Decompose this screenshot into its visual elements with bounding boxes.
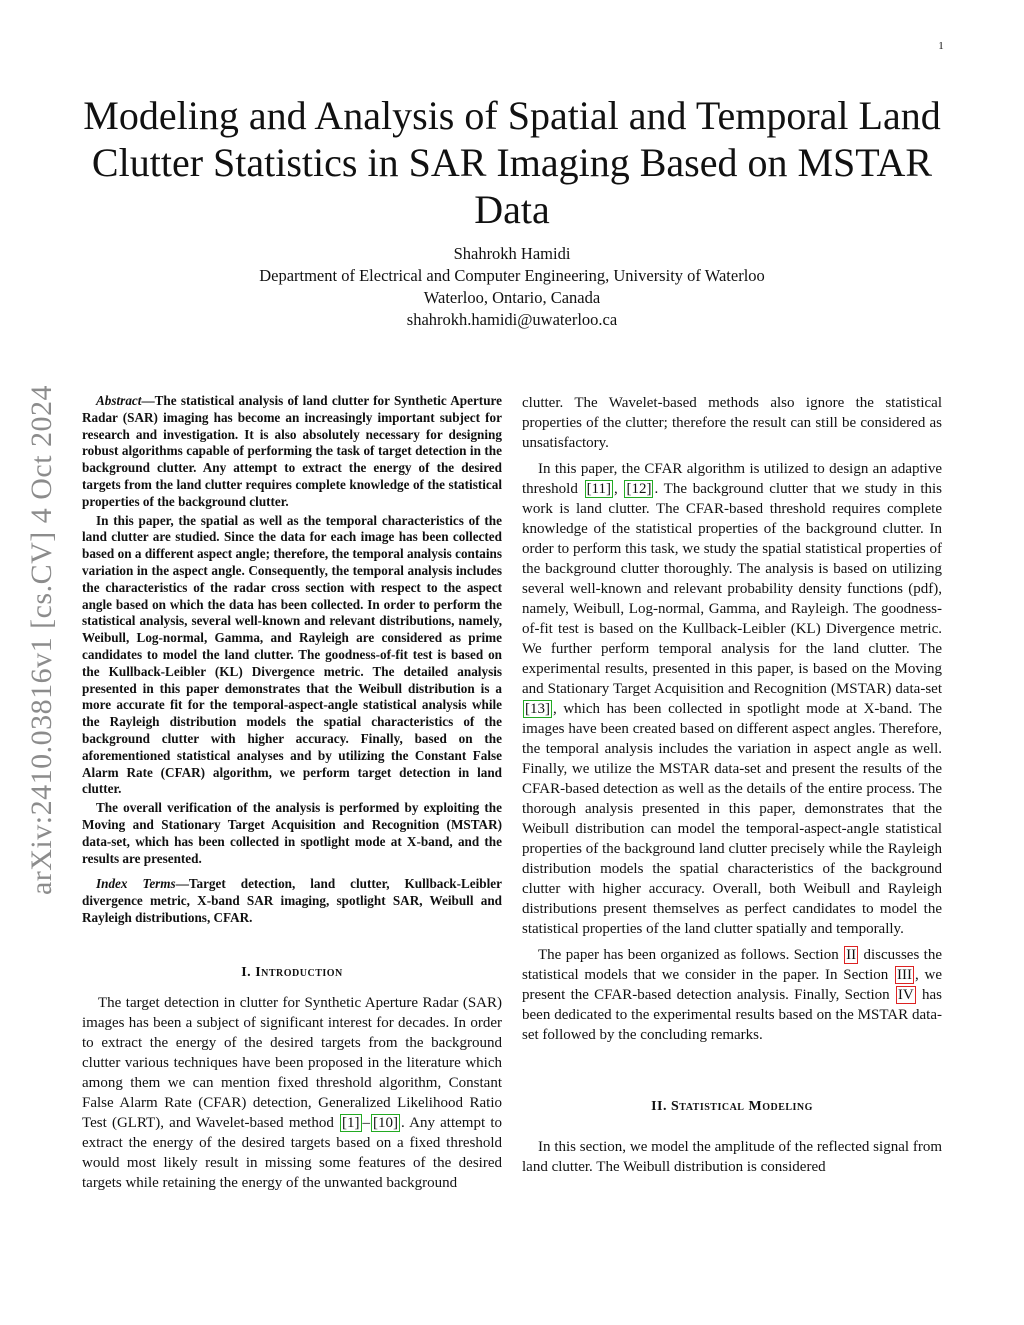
text-run: The paper has been organized as follows. Section	[538, 947, 844, 963]
text-run: The target detection in clutter for Synthetic Aperture Radar (SAR) images has been a subject of significant interest for decades. In order to extract the energy of the desired targets from the background clutter various techniques have been proposed in the literature which among them we can mention fixed threshold algorithm, Constant False Alarm Rate (CFAR) detection, Generalized Likelihood Ratio Test (GLRT), and Wavelet-based method	[82, 994, 502, 1131]
abstract-paragraph-2: In this paper, the spatial as well as the temporal characteristics of the land clutter are studied. Since the data for each image has been collected based on a different aspect angle; therefore, the temporal analysis contains variation in the aspect angle. Consequently, the temporal analysis includes the characteristics of the radar cross section with respect to the aspect angle based on which the data has been collected. In order to perform the statistical analysis, several well-known and relevant distributions, namely, Weibull, Log-normal, Gamma, and Rayleigh are considered as prime candidates to model the land clutter. The goodness-of-fit test is based on the Kullback-Leibler (KL) Divergence metric. The detailed analysis presented in this paper demonstrates that the Weibull distribution is a more accurate fit for the temporal-aspect-angle statistical analysis while the Rayleigh distribution models the spatial characteristics of the background clutter with higher accuracy. Finally, based on the aforementioned statistical analyses and by utilizing the Constant False Alarm Rate (CFAR) algorithm, we perform target detection in land clutter.	[82, 512, 502, 797]
abstract-paragraph-3: The overall verification of the analysis is performed by exploiting the Moving and Stationary Target Acquisition and Recognition (MSTAR) data-set, which has been collected in spotlight mode at X-band, and the results are presented.	[82, 800, 502, 866]
left-column	[82, 393, 502, 1199]
text-run: has been dedicated to the experimental results based on the MSTAR data-set followed by the concluding remarks.	[522, 987, 942, 1043]
stat-paragraph-1: In this section, we model the amplitude of the reflected signal from land clutter. The Weibull distribution is considered	[522, 1139, 942, 1175]
arxiv-stamp: arXiv:2410.03816v1 [cs.CV] 4 Oct 2024	[25, 384, 58, 896]
intro-body-left	[82, 993, 502, 1193]
section-title: Statistical Modeling	[670, 1099, 813, 1114]
author-name: Shahrokh Hamidi	[453, 244, 571, 263]
author-location: Waterloo, Ontario, Canada	[423, 288, 601, 307]
text-run: discusses the statistical models that we consider in the paper. In Section	[522, 947, 942, 983]
section-heading-statistical-modeling	[522, 1099, 942, 1115]
text-run: , which has been collected in spotlight mode at X-band. The images have been created based on different aspect angles. Therefore, the temporal analysis includes the variation in aspect angle as well. Finally, we utilize the MSTAR data-set and present the results of the CFAR-based detection as well as the details of the entire process. The thorough analysis presented in this paper, demonstrates that the Weibull distribution can model the temporal-aspect-angle statistical properties of the background land clutter precisely while the Rayleigh distribution models the spatial characteristics of the background clutter with higher accuracy. Overall, both Weibull and Rayleigh distributions present themselves as perfect candidates to model the statistical properties of the land clutter spatially and temporally.	[522, 701, 942, 937]
author-block	[160, 243, 864, 331]
citation-link[interactable]: [13]	[525, 701, 550, 717]
text-run: –	[362, 1114, 371, 1131]
citation-link[interactable]: [11]	[586, 481, 611, 497]
intro-paragraph-2	[522, 459, 942, 939]
author-email: shahrokh.hamidi@uwaterloo.ca	[406, 310, 618, 329]
page-number: 1	[938, 40, 944, 52]
abstract	[82, 393, 502, 867]
index-terms	[82, 876, 502, 926]
paper-title: Modeling and Analysis of Spatial and Temporal Land Clutter Statistics in SAR Imaging Based on MSTAR Data	[83, 93, 941, 232]
section-link[interactable]: II	[846, 947, 857, 963]
abstract-paragraph-1	[82, 393, 502, 511]
intro-body-right	[522, 393, 942, 1045]
section-title: Introduction	[255, 964, 343, 980]
section-heading-introduction	[82, 965, 502, 981]
intro-paragraph-3	[522, 945, 942, 1045]
index-terms-text: —Target detection, land clutter, Kullback-Leibler divergence metric, X-band SAR imaging, spotlight SAR, Weibull and Rayleigh distributions, CFAR.	[82, 876, 502, 925]
intro-paragraph-1-continued: clutter. The Wavelet-based methods also ignore the statistical properties of the clutter; therefore the result can still be considered as unsatisfactory.	[522, 395, 942, 451]
abstract-text-1: —The statistical analysis of land clutter for Synthetic Aperture Radar (SAR) imaging has become an increasingly important subject for research and investigation. It is also absolutely necessary for designing robust algorithms capable of performing the task of target detection in the background clutter. Any attempt to extract the energy of the desired targets from the land clutter requires complete knowledge of the statistical properties of the background clutter.	[82, 393, 502, 509]
text-run: In this paper, the CFAR algorithm is utilized to design an adaptive threshold	[522, 461, 942, 497]
section-link[interactable]: IV	[897, 987, 914, 1003]
text-run: . The background clutter that we study in this work is land clutter. The CFAR-based threshold requires complete knowledge of the statistical properties of the background clutter. In order to perform this task, we study the spatial statistical properties of the background clutter thoroughly. The analysis is based on utilizing several well-known and relevant probability density functions (pdf), namely, Weibull, Log-normal, Gamma, and Rayleigh. The goodness-of-fit test is based on the Kullback-Leibler (KL) Divergence metric. We further perform temporal analysis for the land clutter. The experimental results, presented in this paper, is based on the Moving and Stationary Target Acquisition and Recognition (MSTAR) data-set	[522, 481, 943, 697]
citation-link[interactable]: [10]	[373, 1114, 399, 1131]
stat-body	[522, 1137, 942, 1177]
citation-link[interactable]: [1]	[342, 1114, 360, 1131]
citation-link[interactable]: [12]	[626, 481, 652, 497]
right-column	[522, 393, 942, 1183]
author-affiliation: Department of Electrical and Computer Engineering, University of Waterloo	[259, 266, 765, 285]
section-numeral: II.	[651, 1099, 671, 1114]
intro-paragraph-1	[82, 993, 502, 1193]
section-link[interactable]: III	[897, 967, 912, 983]
index-terms-lead: Index Terms	[96, 876, 176, 892]
text-run: . Any attempt to extract the energy of the desired targets based on a fixed threshold would most likely result in missing some features of the desired targets while retaining the energy of the unwanted background	[82, 1114, 502, 1191]
text-run: ,	[614, 481, 624, 497]
section-numeral: I.	[241, 964, 256, 980]
text-run: , we present the CFAR-based detection analysis. Finally, Section	[522, 967, 942, 1003]
abstract-lead: Abstract	[96, 393, 142, 408]
